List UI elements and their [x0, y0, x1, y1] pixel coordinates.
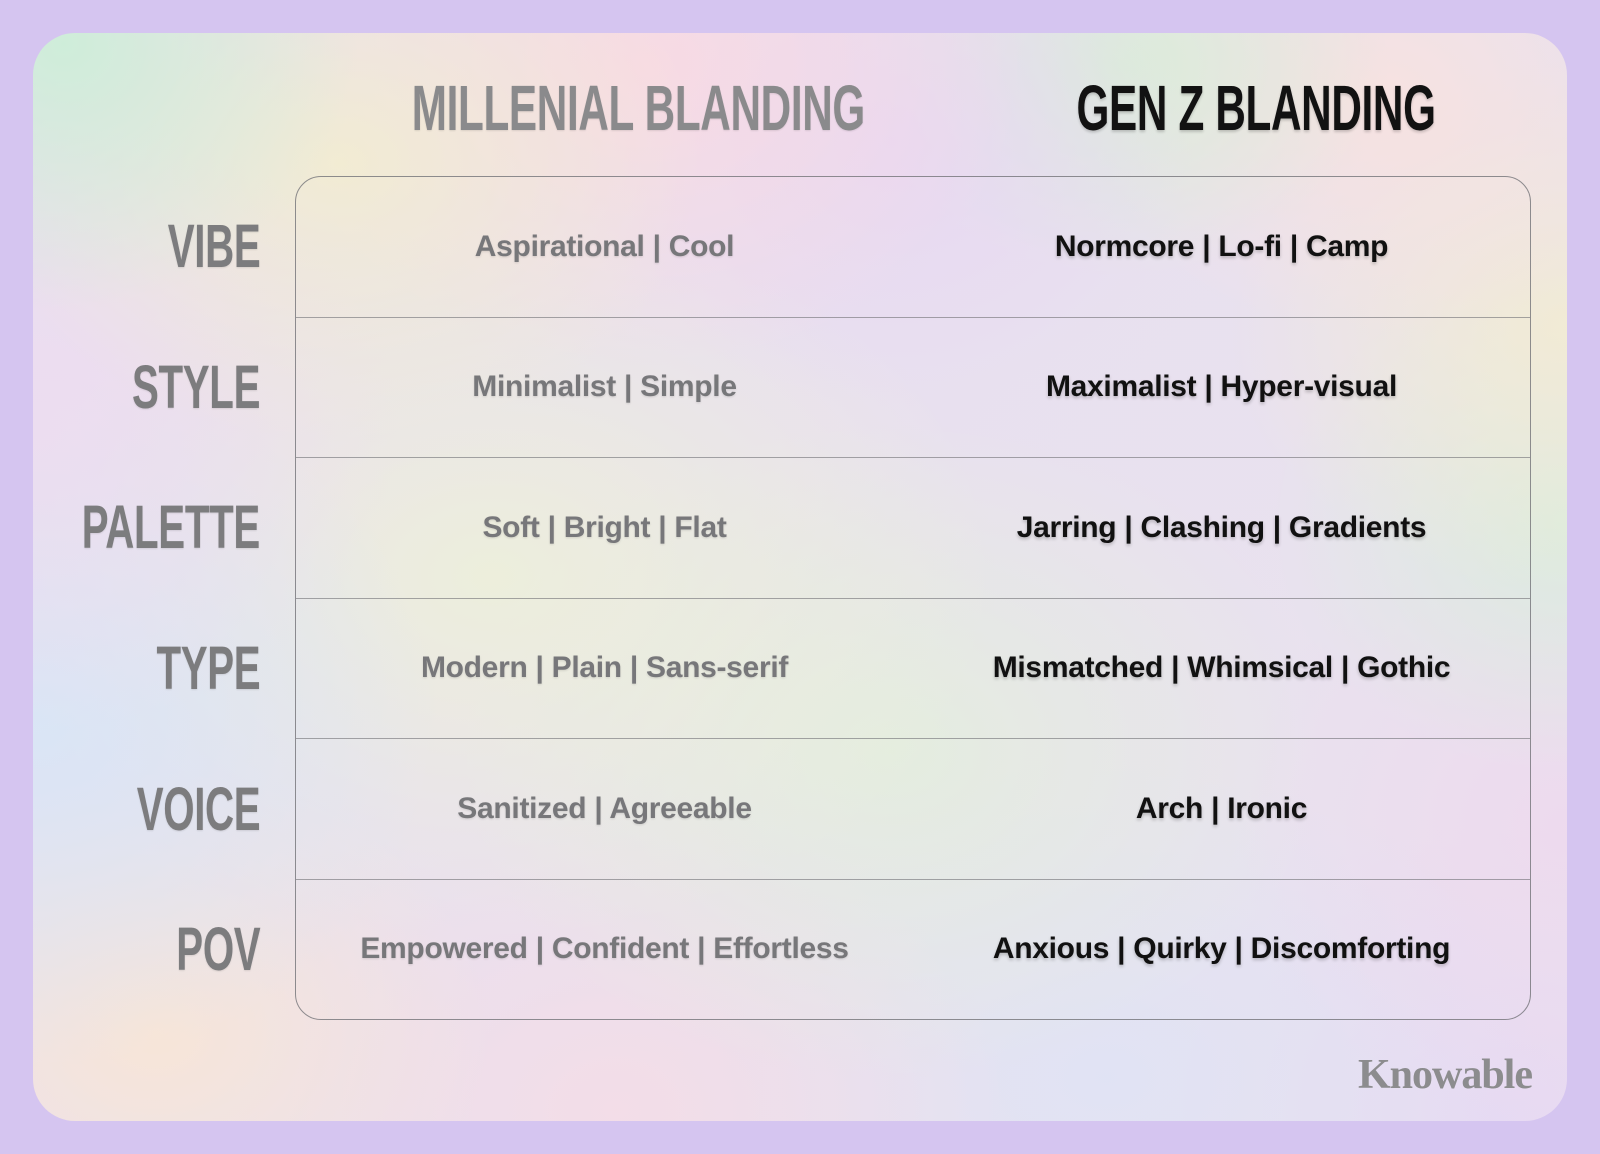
vibe-genz-cell: Normcore | Lo-fi | Camp	[1054, 229, 1389, 263]
type-genz-cell: Mismatched | Whimsical | Gothic	[992, 651, 1451, 685]
row-label-pov: POV	[175, 915, 260, 984]
table-row-style	[296, 317, 1530, 458]
genz-column-header-label: GEN Z BLANDING	[1076, 72, 1436, 144]
row-label-vibe: VIBE	[167, 211, 260, 280]
holographic-panel	[33, 33, 1567, 1121]
style-millennial-cell: Minimalist | Simple	[472, 370, 737, 404]
row-label-voice: VOICE	[136, 774, 260, 843]
row-label-palette: PALETTE	[81, 493, 260, 562]
palette-genz-cell: Jarring | Clashing | Gradients	[1016, 510, 1427, 544]
table-row-pov	[296, 879, 1530, 1020]
comparison-table	[295, 176, 1531, 1020]
row-label-type: TYPE	[156, 633, 260, 702]
knowable-logo: Knowable	[1357, 1052, 1532, 1098]
table-row-palette	[296, 457, 1530, 598]
row-label-style: STYLE	[131, 352, 260, 421]
voice-genz-cell: Arch | Ironic	[1135, 791, 1308, 825]
pov-genz-cell: Anxious | Quirky | Discomforting	[992, 932, 1451, 966]
row-label-column	[33, 176, 295, 1020]
type-millennial-cell: Modern | Plain | Sans-serif	[420, 651, 789, 685]
voice-millennial-cell: Sanitized | Agreeable	[457, 791, 752, 825]
pov-millennial-cell: Empowered | Confident | Effortless	[360, 932, 849, 966]
genz-column-header	[982, 73, 1531, 143]
vibe-millennial-cell: Aspirational | Cool	[474, 229, 735, 263]
palette-millennial-cell: Soft | Bright | Flat	[482, 510, 727, 544]
table-row-type	[296, 598, 1530, 739]
column-headers	[295, 73, 1531, 143]
millennial-column-header-label: MILLENIAL BLANDING	[411, 72, 865, 144]
table-row-vibe	[296, 177, 1530, 317]
style-genz-cell: Maximalist | Hyper-visual	[1045, 370, 1398, 404]
millennial-column-header	[295, 73, 982, 143]
table-row-voice	[296, 738, 1530, 879]
